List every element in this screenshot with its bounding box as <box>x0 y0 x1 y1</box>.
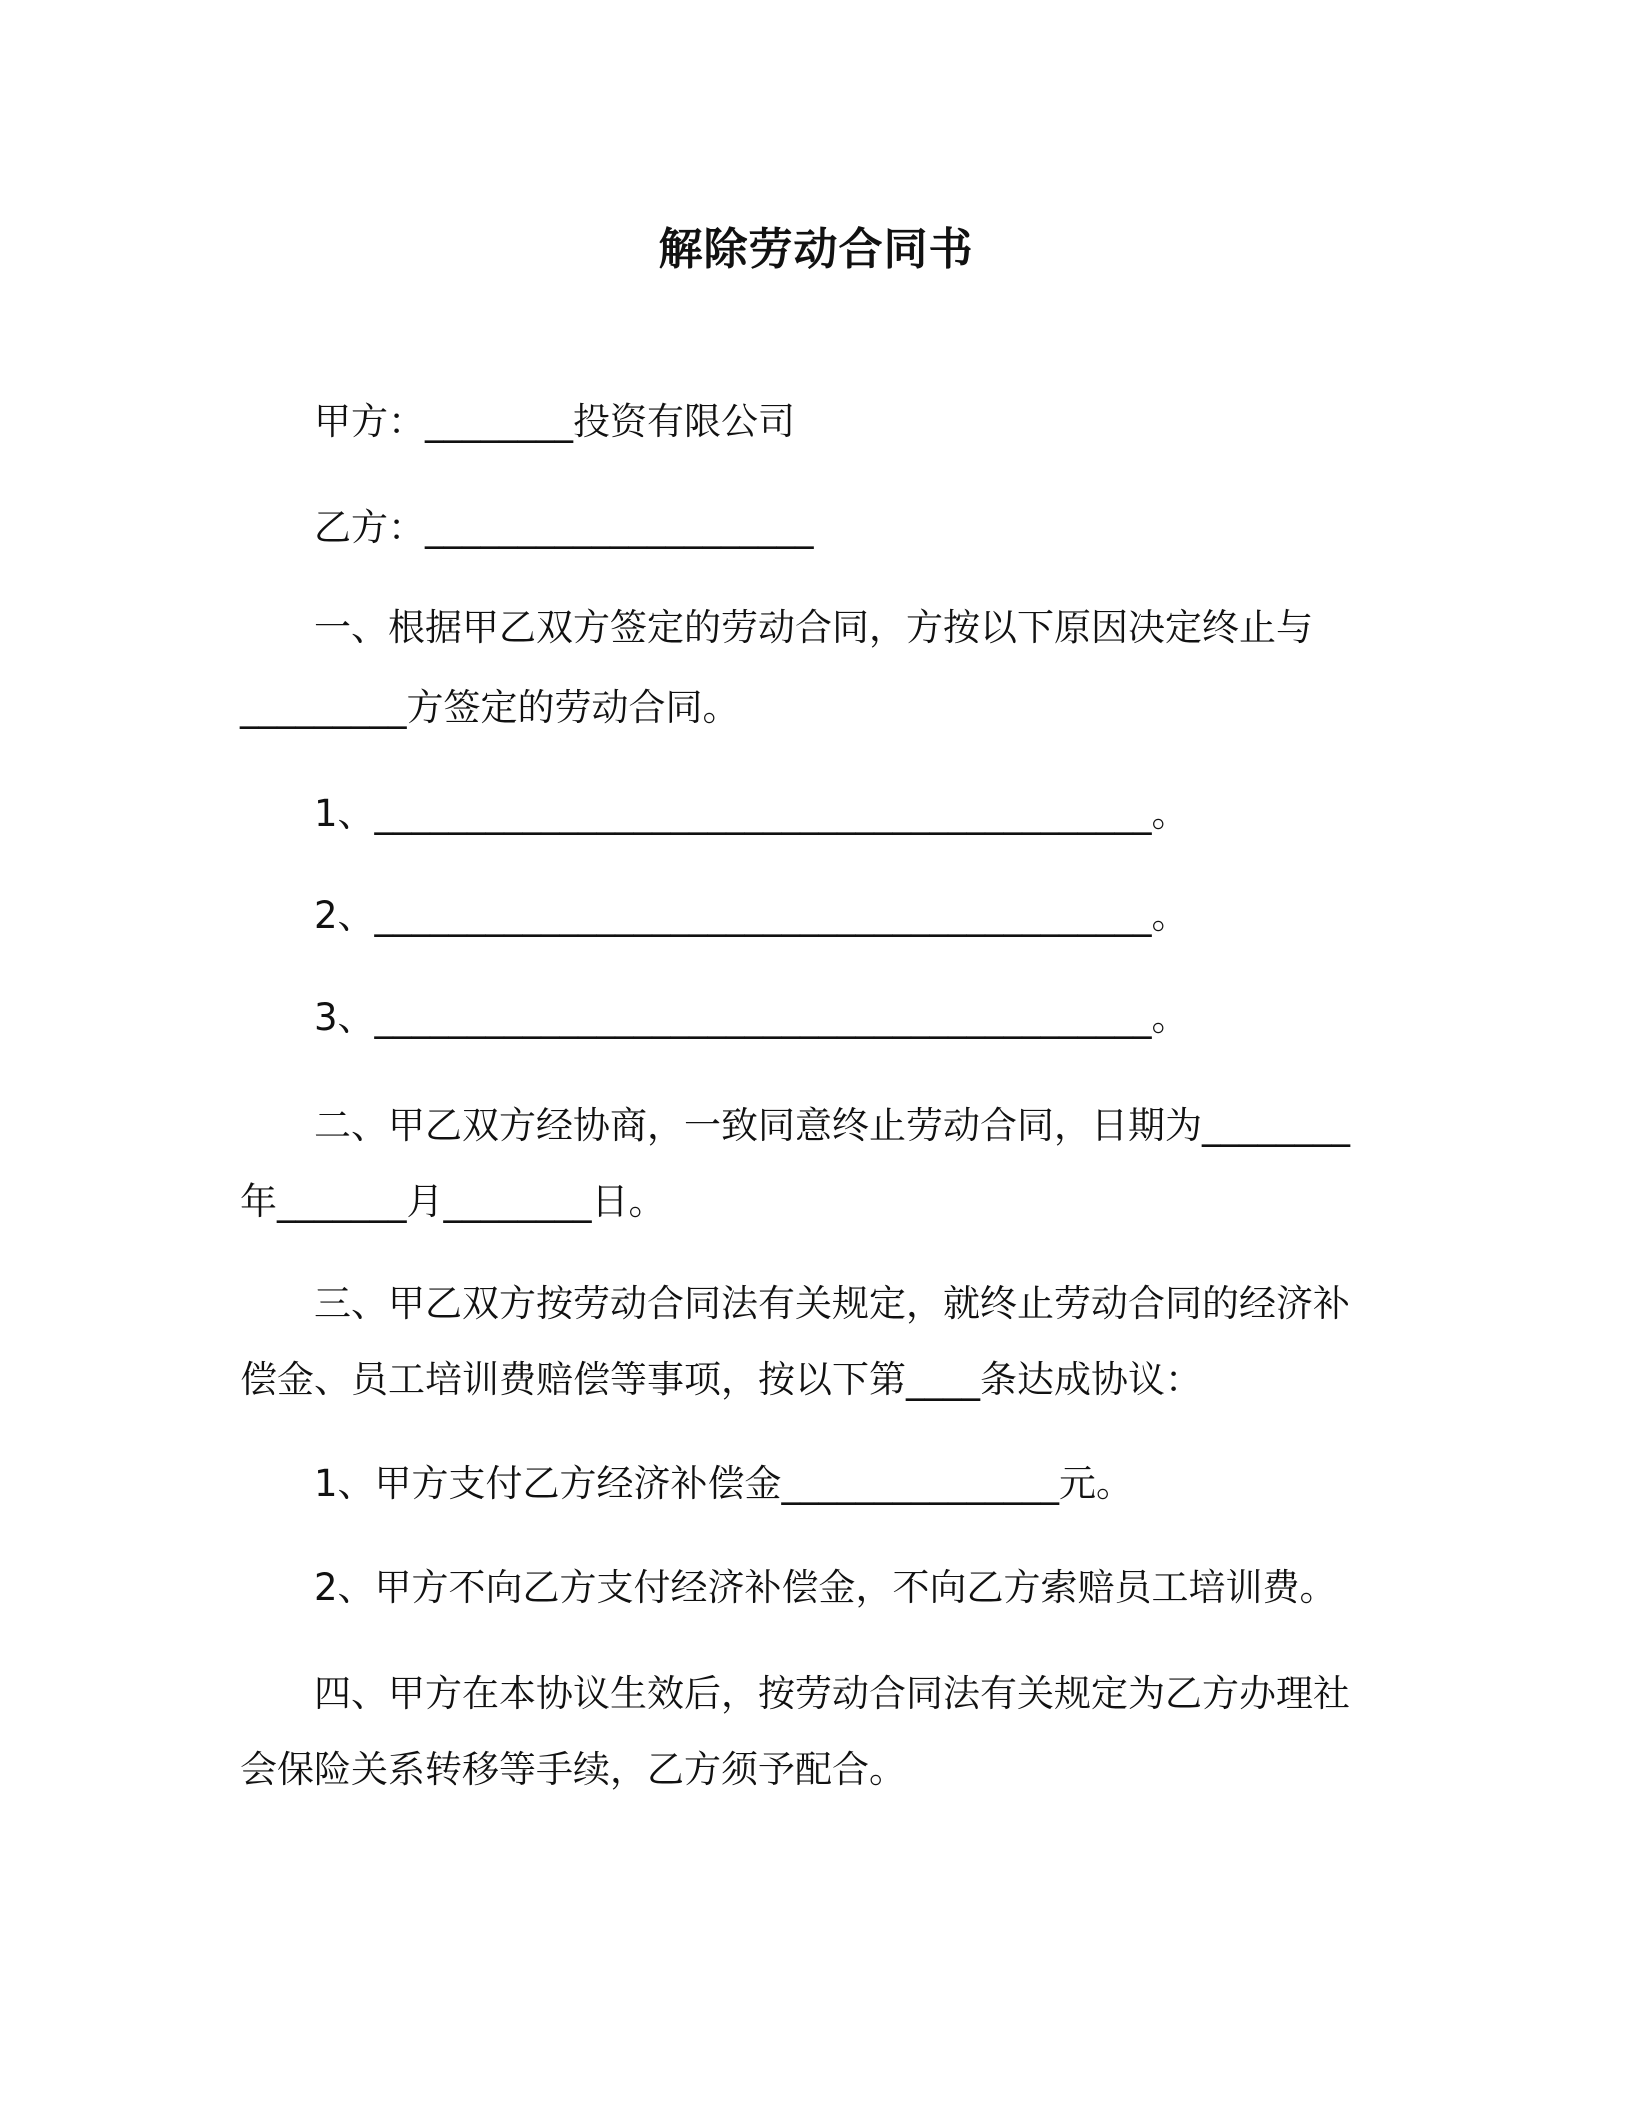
clause3-item-2: 2、甲方不向乙方支付经济补偿金，不向乙方索赔员工培训费。 <box>314 1566 1337 1609</box>
party-a-line: 甲方：________投资有限公司 <box>314 400 795 443</box>
clause4-line2: 会保险关系转移等手续，乙方须予配合。 <box>240 1748 906 1791</box>
clause1-line2: _________方签定的劳动合同。 <box>240 686 740 729</box>
party-b-line: 乙方：_____________________ <box>314 506 814 549</box>
clause1-item-1: 1、__________________________________________。 <box>314 792 1189 835</box>
clause2-line1: 二、甲乙双方经协商，一致同意终止劳动合同，日期为________ <box>314 1104 1350 1147</box>
clause3-line1: 三、甲乙双方按劳动合同法有关规定，就终止劳动合同的经济补 <box>314 1282 1350 1325</box>
clause3-line2: 偿金、员工培训费赔偿等事项，按以下第____条达成协议： <box>240 1358 1202 1401</box>
clause1-item-2: 2、__________________________________________。 <box>314 894 1189 937</box>
clause1-line1: 一、根据甲乙双方签定的劳动合同，方按以下原因决定终止与 <box>314 606 1313 649</box>
clause4-line1: 四、甲方在本协议生效后，按劳动合同法有关规定为乙方办理社 <box>314 1672 1350 1715</box>
clause1-item-3: 3、__________________________________________。 <box>314 996 1189 1039</box>
clause2-line2: 年_______月________日。 <box>240 1180 666 1223</box>
document-title: 解除劳动合同书 <box>658 224 974 275</box>
clause3-item-1: 1、甲方支付乙方经济补偿金_______________元。 <box>314 1462 1134 1505</box>
